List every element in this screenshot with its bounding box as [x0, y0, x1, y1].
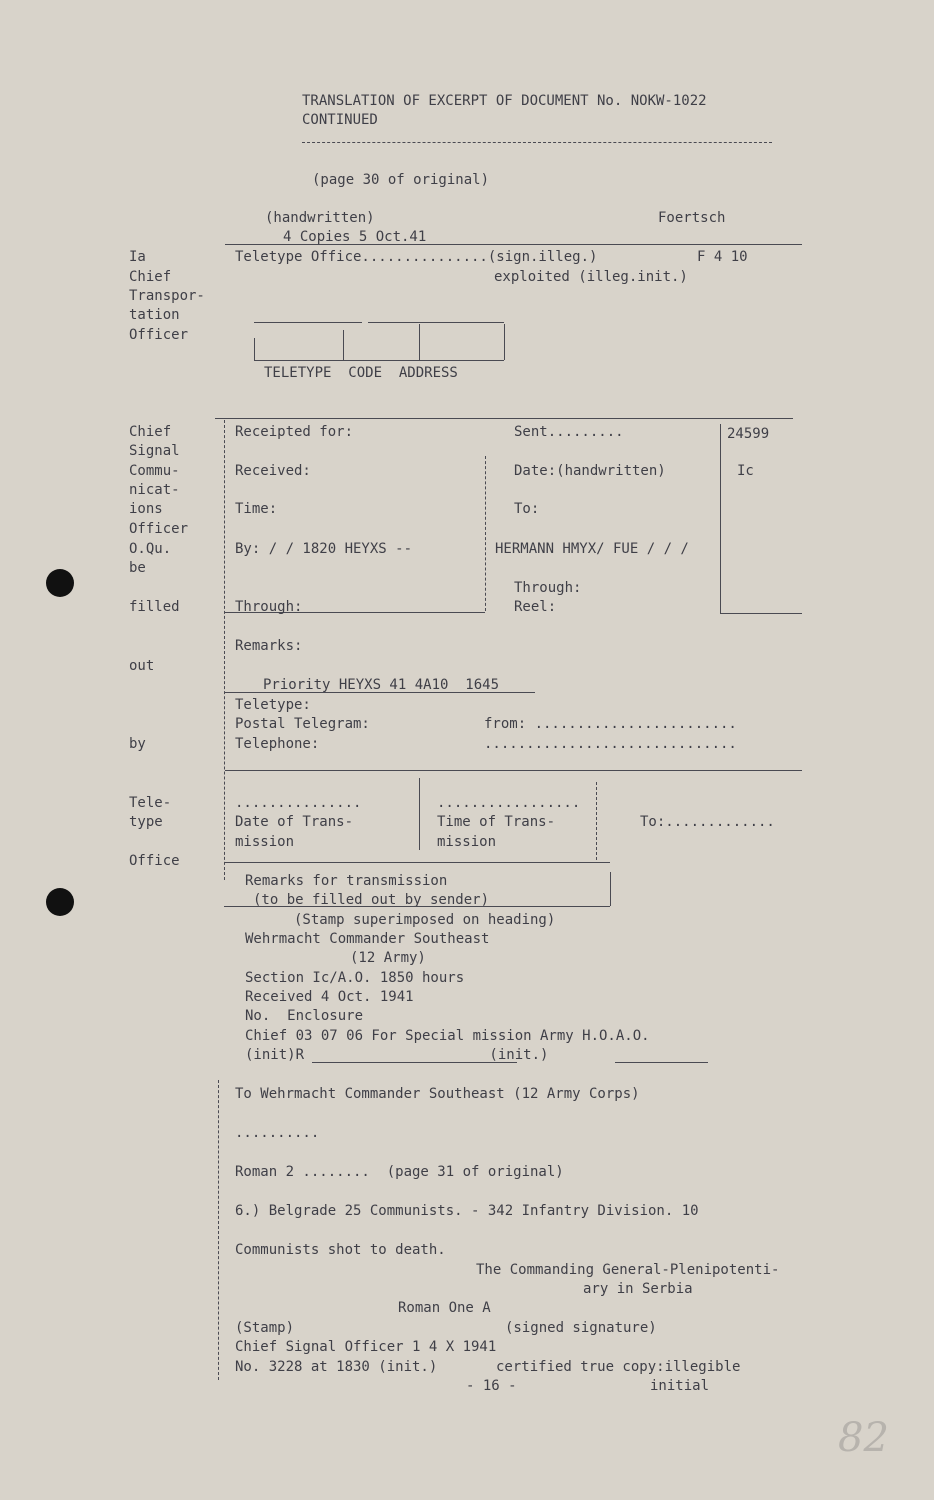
margin-transport: Officer — [129, 327, 189, 343]
remarks-label: Remarks: — [235, 638, 303, 654]
margin-commu: Commu- — [129, 463, 180, 479]
date-label: Date:(handwritten) — [514, 463, 666, 479]
margin-type: type — [129, 814, 163, 830]
stamp-line: Section Ic/A.O. 1850 hours — [245, 970, 465, 986]
certification-initial: initial — [650, 1378, 710, 1394]
body-dots: .......... — [235, 1125, 320, 1141]
code-box-divider — [254, 338, 255, 360]
punch-hole — [46, 569, 74, 597]
message-number: 24599 — [727, 426, 770, 442]
page-number: - 16 - — [466, 1378, 517, 1394]
document-title: TRANSLATION OF EXCERPT OF DOCUMENT No. NOKW-1022 — [302, 93, 707, 109]
transmission-divider — [596, 782, 597, 860]
margin-transport: Transpor- — [129, 288, 205, 304]
from-line: from: ........................ — [484, 716, 737, 732]
margin-tele: Tele- — [129, 795, 172, 811]
ic-mark: Ic — [737, 463, 754, 479]
time-transmission-label: mission — [437, 834, 497, 850]
stamp-line: Wehrmacht Commander Southeast — [245, 931, 490, 947]
date-transmission-label: mission — [235, 834, 295, 850]
stamp-line: (Stamp superimposed on heading) — [294, 912, 556, 928]
f410-mark: F 4 10 — [697, 249, 748, 265]
handwritten-page-number: 82 — [838, 1415, 889, 1461]
margin-out: out — [129, 658, 155, 674]
remarks-box-right — [610, 872, 611, 906]
telephone-dots: .............................. — [484, 736, 737, 752]
time-label: Time: — [235, 501, 278, 517]
date-transmission-label: Date of Trans- — [235, 814, 354, 830]
to-label: To: — [514, 501, 540, 517]
code-box-top-2 — [368, 322, 504, 323]
roman-two-line: Roman 2 ........ (page 31 of original) — [235, 1164, 564, 1180]
chief-signal-line: Chief Signal Officer 1 4 X 1941 — [235, 1339, 497, 1355]
roman-one-line: Roman One A — [398, 1300, 491, 1316]
form-corner-rule — [720, 613, 802, 614]
body-left-border — [218, 1080, 219, 1380]
time-transmission-label: Time of Trans- — [437, 814, 556, 830]
margin-chief: Chief — [129, 424, 172, 440]
stamp-line: (12 Army) — [350, 950, 426, 966]
margin-chief: Chief — [129, 269, 172, 285]
code-box-divider — [504, 324, 505, 360]
stamp-line: No. Enclosure — [245, 1008, 364, 1024]
received-label: Received: — [235, 463, 311, 479]
code-box-top-1 — [254, 322, 362, 323]
transmission-top-rule — [225, 770, 802, 771]
margin-ia: Ia — [129, 249, 146, 265]
to-dots: To:............. — [640, 814, 775, 830]
code-box-divider — [419, 324, 420, 360]
margin-by: by — [129, 736, 146, 752]
stamp-line: Received 4 Oct. 1941 — [245, 989, 414, 1005]
sent-label: Sent......... — [514, 424, 624, 440]
stamp-line: Chief 03 07 06 For Special mission Army H.O.A.O. — [245, 1028, 650, 1044]
margin-office: Office — [129, 853, 180, 869]
remarks-transmission-label: Remarks for transmission — [245, 873, 448, 889]
signed-signature: (signed signature) — [505, 1320, 657, 1336]
time-trans-dots: ................. — [437, 795, 581, 811]
remarks-box-bottom — [224, 906, 610, 907]
postal-telegram-label: Postal Telegram: — [235, 716, 370, 732]
receipted-for-label: Receipted for: — [235, 424, 354, 440]
handwritten-note: (handwritten) — [265, 210, 375, 226]
stamp-init-rule — [615, 1062, 708, 1063]
foertsch-name: Foertsch — [658, 210, 726, 226]
punch-hole — [46, 888, 74, 916]
reel-label: Reel: — [514, 599, 557, 615]
communists-line: Communists shot to death. — [235, 1242, 446, 1258]
continued-label: CONTINUED — [302, 112, 378, 128]
item-six-line: 6.) Belgrade 25 Communists. - 342 Infantry Division. 10 — [235, 1203, 699, 1219]
top-rule — [225, 244, 802, 245]
stamp-init-rule — [312, 1062, 517, 1063]
copies-note: 4 Copies 5 Oct.41 — [283, 229, 427, 245]
margin-signal: Signal — [129, 443, 180, 459]
through-right-label: Through: — [514, 580, 582, 596]
priority-line: Priority HEYXS 41 4A10 1645 — [263, 677, 500, 693]
margin-be: be — [129, 560, 146, 576]
commanding-general-line: The Commanding General-Plenipotenti- — [476, 1262, 780, 1278]
transmission-divider — [419, 778, 420, 850]
to-value: HERMANN HMYX/ FUE / / / — [495, 541, 689, 557]
telephone-label: Telephone: — [235, 736, 320, 752]
form-middle-divider — [485, 456, 486, 611]
code-box-divider — [343, 330, 344, 360]
page-reference: (page 30 of original) — [312, 172, 490, 188]
commanding-general-line: ary in Serbia — [583, 1281, 693, 1297]
teletype-code-address-label: TELETYPE CODE ADDRESS — [264, 365, 458, 381]
exploited-note: exploited (illeg.init.) — [494, 269, 688, 285]
header-dashed-rule — [302, 142, 772, 143]
date-trans-dots: ............... — [235, 795, 362, 811]
to-wehrmacht-line: To Wehrmacht Commander Southeast (12 Army Corps) — [235, 1086, 640, 1102]
margin-transport: tation — [129, 307, 180, 323]
stamp-label: (Stamp) — [235, 1320, 295, 1336]
teletype-label: Teletype: — [235, 697, 311, 713]
form-left-border — [224, 420, 225, 880]
margin-ions: ions — [129, 501, 163, 517]
remarks-box-top — [225, 862, 610, 863]
teletype-office-line: Teletype Office...............(sign.illeg.) — [235, 249, 598, 265]
through-left-label: Through: — [235, 599, 303, 615]
number-line: No. 3228 at 1830 (init.) — [235, 1359, 438, 1375]
margin-nicat: nicat- — [129, 482, 180, 498]
form-top-rule — [215, 418, 793, 419]
code-box-bottom — [254, 360, 504, 361]
form-right-divider — [720, 424, 721, 614]
margin-officer: Officer — [129, 521, 189, 537]
by-line: By: / / 1820 HEYXS -- — [235, 541, 413, 557]
remarks-transmission-note: (to be filled out by sender) — [253, 892, 490, 908]
margin-filled: filled — [129, 599, 180, 615]
margin-oqu: O.Qu. — [129, 541, 172, 557]
certification-line: certified true copy:illegible — [496, 1359, 741, 1375]
stamp-line: (init)R (init.) — [245, 1047, 549, 1063]
priority-rule — [225, 692, 535, 693]
